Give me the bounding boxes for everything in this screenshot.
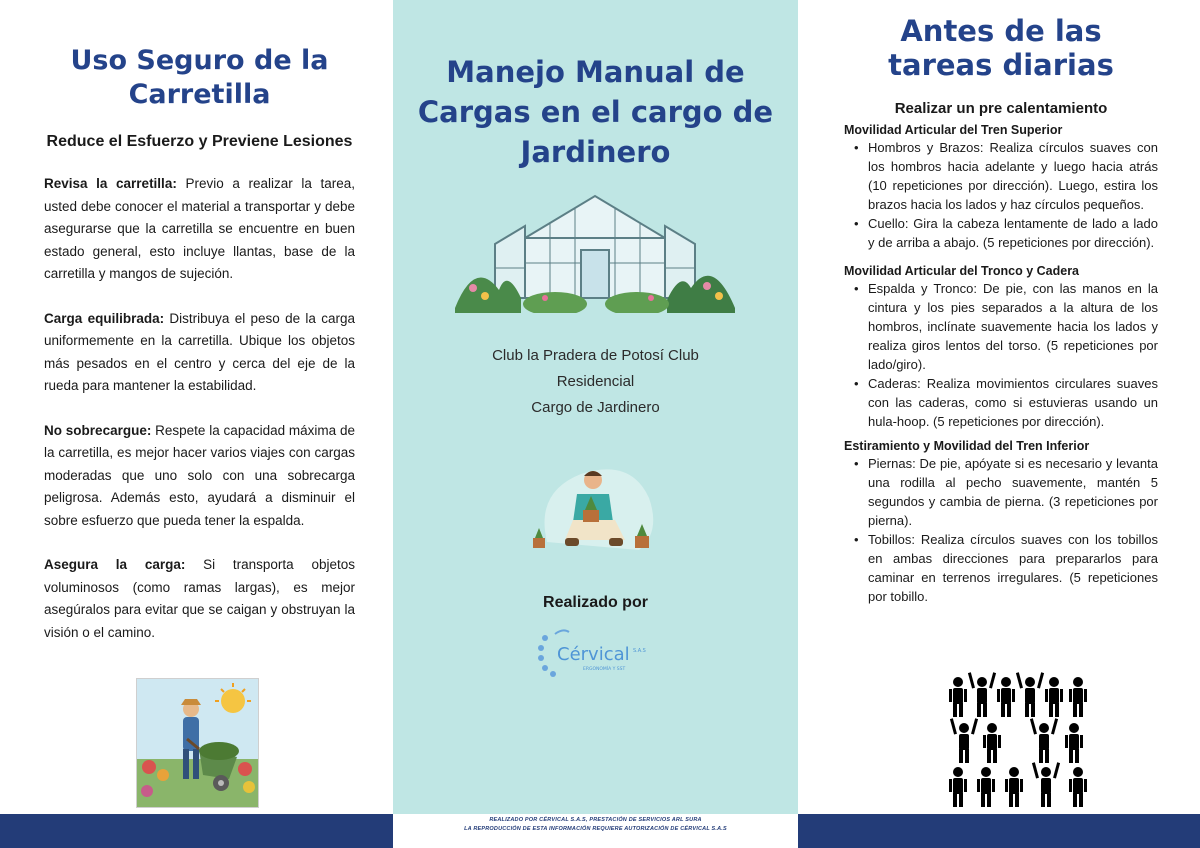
club-info xyxy=(393,343,798,421)
svg-text:ERGONOMÍA Y SST: ERGONOMÍA Y SST xyxy=(583,667,626,672)
center-panel xyxy=(393,0,798,814)
paragraph-text: Previo a realizar la tarea, usted debe conocer el material a transportar y debe asegurarse que la carretilla se encuentre en buen estado general, esto incluye llantas, base de la carretilla y mangos de sujeción. xyxy=(44,176,356,281)
right-title: Antes de las tareas diarias xyxy=(888,14,1114,82)
paragraph-label: No sobrecargue: xyxy=(44,422,152,438)
center-title: Manejo Manual de Cargas en el cargo de Jardinero xyxy=(417,55,774,169)
footer-line: LA REPRODUCCIÓN DE ESTA INFORMACIÓN REQUIERE AUTORIZACIÓN DE CÉRVICAL S.A.S xyxy=(464,826,727,832)
realizado-por-label: Realizado por xyxy=(543,594,648,611)
paragraph-label: Asegura la carga: xyxy=(44,557,186,572)
svg-text:S.A.S: S.A.S xyxy=(633,648,646,654)
list-item: • Piernas: De pie, apóyate si es necesario y levanta una rodilla al pecho suavemente, mantén 5 segundos y cambia de pierna. (3 repeticiones por pierna). xyxy=(844,454,1158,530)
exercise-list xyxy=(844,454,1158,606)
paragraph-revisa xyxy=(44,173,355,286)
list-item: • Caderas: Realiza movimientos circulares suaves con las caderas, como si estuvieras usando un hula-hoop. (5 repeticiones por dirección). xyxy=(844,374,1158,431)
exercise-list xyxy=(844,279,1158,431)
list-item: • Espalda y Tronco: De pie, con las manos en la cintura y los pies separados a la altura de los hombros, inclínate suavemente hacia los lados y realiza giros lentos del torso. (5 repeticiones por lado/giro). xyxy=(844,279,1158,374)
section-heading: Movilidad Articular del Tren Superior xyxy=(844,123,1063,137)
club-line: Residencial xyxy=(556,373,635,390)
wheelbarrow-illustration xyxy=(136,678,259,808)
footer-line: REALIZADO POR CÉRVICAL S.A.S, PRESTACIÓN DE SERVICIOS ARL SURA xyxy=(489,817,702,823)
svg-text:Cérvical: Cérvical xyxy=(557,644,630,665)
paragraph-label: Revisa la carretilla: xyxy=(44,176,177,191)
exercise-list xyxy=(844,138,1158,252)
list-item: • Tobillos: Realiza círculos suaves con los tobillos en ambas direcciones para prepararlos para caminar en terrenos irregulares. (5 repeticiones por tobillo. xyxy=(844,530,1158,606)
gardener-illustration xyxy=(521,452,661,560)
club-line: Club la Pradera de Potosí Club xyxy=(492,347,699,364)
greenhouse-illustration xyxy=(455,178,735,313)
left-title: Uso Seguro de la Carretilla xyxy=(70,45,329,110)
list-item: • Hombros y Brazos: Realiza círculos suaves con los hombros hacia adelante y luego hacia atrás (10 repeticiones por dirección). Luego, estira los brazos hacia los lados y haz círculos pequeños. xyxy=(844,138,1158,214)
list-item: • Cuello: Gira la cabeza lentamente de lado a lado y de arriba a abajo. (5 repeticiones por dirección). xyxy=(844,214,1158,252)
footer-band xyxy=(0,814,1200,848)
paragraph-text: Respete la capacidad máxima de la carretilla, es mejor hacer varios viajes con cargas moderadas que uno solo con una sobrecarga peligrosa. Además esto, ayudará a disminuir el sobre esfuerzo que pueda tener la espalda. xyxy=(44,422,355,528)
club-line: Cargo de Jardinero xyxy=(531,399,660,416)
paragraph-label: Carga equilibrada: xyxy=(44,310,165,326)
footer-notice xyxy=(393,814,798,848)
paragraph-sobrecargue xyxy=(44,420,355,533)
stretching-figures-illustration xyxy=(944,672,1094,810)
section-heading: Movilidad Articular del Tronco y Cadera xyxy=(844,264,1080,278)
paragraph-carga xyxy=(44,308,355,398)
cervical-logo xyxy=(533,622,653,684)
paragraph-text: Distribuya el peso de la carga uniformemente en la carretilla. Ubique los objetos más pesados en el centro y cerca del eje de la rueda para mantener la estabilidad. xyxy=(44,310,355,393)
right-subtitle: Realizar un pre calentamiento xyxy=(894,100,1108,117)
paragraph-asegura xyxy=(44,554,355,644)
left-subtitle: Reduce el Esfuerzo y Previene Lesiones xyxy=(46,133,353,150)
section-heading: Estiramiento y Movilidad del Tren Inferior xyxy=(844,439,1090,453)
paragraph-text: Si transporta objetos voluminosos (como ramas largas), es mejor asegúralos para evitar que se caigan y obstruyan la visión o el camino. xyxy=(44,557,355,640)
